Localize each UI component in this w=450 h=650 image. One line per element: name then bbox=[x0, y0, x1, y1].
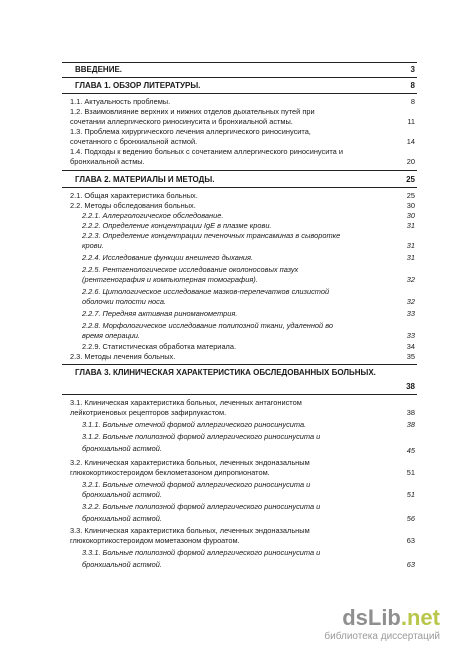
toc-page: 3 bbox=[410, 65, 415, 74]
toc-page: 25 bbox=[406, 191, 415, 200]
toc-chapter-3: ГЛАВА 3. КЛИНИЧЕСКАЯ ХАРАКТЕРИСТИКА ОБСЛЕДОВАННЫХ БОЛЬНЫХ. bbox=[75, 368, 376, 377]
toc-subsection: 2.2.4. Исследование функции внешнего дыхания. bbox=[82, 253, 254, 262]
site-subtitle: библиотека диссертаций bbox=[324, 631, 440, 642]
watermark bbox=[324, 605, 440, 642]
toc-page: 38 bbox=[406, 420, 415, 429]
toc-section: бронхиальной астмы. bbox=[70, 157, 145, 166]
toc-subsection: бронхиальной астмой. bbox=[82, 490, 162, 499]
toc-page: 56 bbox=[406, 514, 415, 523]
toc-subsection: 2.2.8. Морфологическое исследование полипозной ткани, удаленной во bbox=[82, 321, 334, 330]
toc-page: 31 bbox=[406, 253, 415, 262]
toc-page: 63 bbox=[406, 536, 415, 545]
toc-subsection: 2.2.9. Статистическая обработка материала. bbox=[82, 342, 237, 351]
divider bbox=[62, 170, 417, 171]
toc-subsection: 2.2.5. Рентгенологическое исследование околоносовых пазух bbox=[82, 265, 299, 274]
toc-subsection: 3.1.2. Больные полипозной формой аллергического риносинусита и bbox=[82, 432, 321, 441]
toc-page: 34 bbox=[406, 342, 415, 351]
toc-section: лейкотриеновых рецепторов зафирлукастом. bbox=[70, 408, 227, 417]
toc-subsection: 2.2.2. Определение концентрации IgE в плазме крови. bbox=[82, 221, 272, 230]
toc-page: 51 bbox=[406, 468, 415, 477]
toc-section: 3.1. Клиническая характеристика больных, леченных антагонистом bbox=[70, 398, 302, 407]
toc-subsection: время операции. bbox=[82, 331, 141, 340]
toc-subsection: 2.2.7. Передняя активная риноманометрия. bbox=[82, 309, 238, 318]
toc-section: сочетании аллергического риносинусита и бронхиальной астмы. bbox=[70, 117, 293, 126]
toc-subsection: бронхиальной астмой. bbox=[82, 444, 162, 453]
toc-page: 38 bbox=[406, 408, 415, 417]
toc-page: 51 bbox=[406, 490, 415, 499]
toc-subsection: (рентгенография и компьютерная томография). bbox=[82, 275, 258, 284]
toc-section: глюкокортикостероидом беклометазоном дипропионатом. bbox=[70, 468, 270, 477]
toc-page: 11 bbox=[407, 117, 415, 126]
toc-page: 35 bbox=[406, 352, 415, 361]
toc-page: 25 bbox=[406, 175, 415, 184]
toc-page: 8 bbox=[410, 97, 415, 106]
toc-page: 33 bbox=[406, 331, 415, 340]
toc-subsection: 2.2.1. Аллергологическое обследование. bbox=[82, 211, 224, 220]
toc-section: 3.2. Клиническая характеристика больных, леченных эндоназальным bbox=[70, 458, 310, 467]
toc-subsection: бронхиальной астмой. bbox=[82, 514, 162, 523]
toc-page: 20 bbox=[406, 157, 415, 166]
toc-page: 45 bbox=[406, 446, 415, 455]
toc-section: 3.3. Клиническая характеристика больных, леченных эндоназальным bbox=[70, 526, 310, 535]
toc-page: 8 bbox=[410, 81, 415, 90]
toc-subsection: 3.1.1. Больные отечной формой аллергического риносинусита. bbox=[82, 420, 307, 429]
toc-page: 31 bbox=[406, 221, 415, 230]
divider bbox=[62, 77, 417, 78]
toc-chapter-1: ГЛАВА 1. ОБЗОР ЛИТЕРАТУРЫ. bbox=[75, 81, 201, 90]
toc-subsection: 3.2.2. Больные полипозной формой аллергического риносинусита и bbox=[82, 502, 321, 511]
toc-section: 2.1. Общая характеристика больных. bbox=[70, 191, 198, 200]
toc-section: сочетанного с бронхиальной астмой. bbox=[70, 137, 198, 146]
toc-page: 30 bbox=[406, 211, 415, 220]
toc-subsection: 2.2.3. Определение концентрации печеночных трансаминаз в сыворотке bbox=[82, 231, 341, 240]
toc-subsection: бронхиальной астмой. bbox=[82, 560, 162, 569]
toc-page: 30 bbox=[406, 201, 415, 210]
toc-page: 31 bbox=[406, 241, 415, 250]
divider bbox=[62, 364, 417, 365]
toc-section: 1.3. Проблема хирургического лечения аллергического риносинусита, bbox=[70, 127, 311, 136]
toc-section: 2.3. Методы лечения больных. bbox=[70, 352, 176, 361]
toc-page: 63 bbox=[406, 560, 415, 569]
toc-page: 38 bbox=[406, 382, 415, 391]
toc-section: глюкокортикостероидом мометазоном фуроатом. bbox=[70, 536, 240, 545]
divider bbox=[62, 93, 417, 94]
toc-section: 1.4. Подходы к ведению больных с сочетанием аллергического риносинусита и bbox=[70, 147, 343, 156]
toc-section: 1.1. Актуальность проблемы. bbox=[70, 97, 171, 106]
toc-subsection: 3.3.1. Больные полипозной формой аллергического риносинусита и bbox=[82, 548, 321, 557]
toc-section: 1.2. Взаимовлияние верхних и нижних отделов дыхательных путей при bbox=[70, 107, 315, 116]
toc-section: 2.2. Методы обследования больных. bbox=[70, 201, 196, 210]
toc-subsection: 2.2.6. Цитологическое исследование мазков-перепечатков слизистой bbox=[82, 287, 330, 296]
toc-subsection: оболочки полости носа. bbox=[82, 297, 166, 306]
toc-chapter-2: ГЛАВА 2. МАТЕРИАЛЫ И МЕТОДЫ. bbox=[75, 175, 215, 184]
divider bbox=[62, 62, 417, 63]
toc-page: 32 bbox=[406, 275, 415, 284]
toc-page: 32 bbox=[406, 297, 415, 306]
toc-page: 33 bbox=[406, 309, 415, 318]
toc-subsection: 3.2.1. Больные отечной формой аллергического риносинусита и bbox=[82, 480, 311, 489]
divider bbox=[62, 187, 417, 188]
site-logo: dsLib.net bbox=[342, 605, 440, 630]
toc-subsection: крови. bbox=[82, 241, 104, 250]
divider bbox=[62, 394, 417, 395]
toc-introduction: ВВЕДЕНИЕ. bbox=[75, 65, 123, 74]
toc-page: 14 bbox=[406, 137, 415, 146]
